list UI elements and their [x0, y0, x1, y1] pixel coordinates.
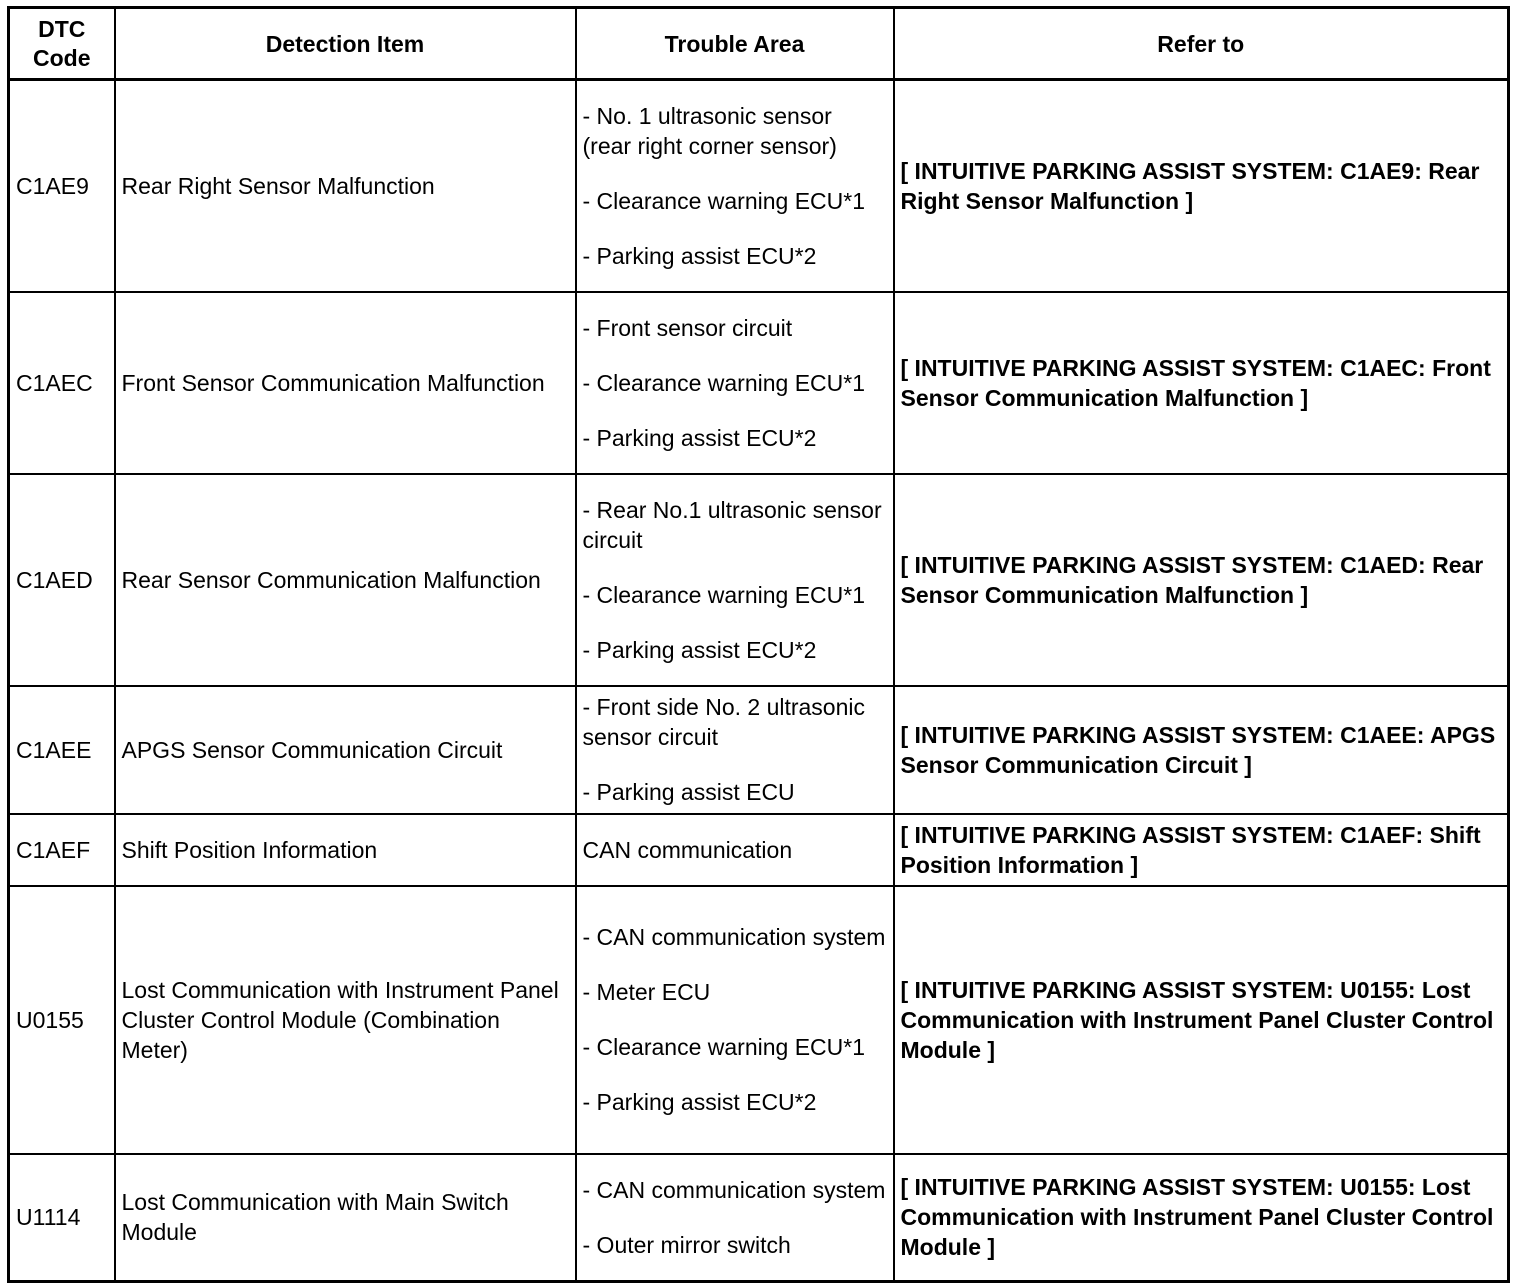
refer-to-link[interactable] — [894, 686, 1509, 814]
trouble-area-item: - Front side No. 2 ultrasonic sensor circuit — [582, 694, 866, 750]
dtc-code-cell: C1AEF — [9, 814, 115, 886]
header-detection-item: Detection Item — [115, 8, 576, 80]
detection-item-cell: Lost Communication with Instrument Panel Cluster Control Module (Combination Meter) — [115, 886, 576, 1154]
trouble-area-item: - Parking assist ECU*2 — [582, 1089, 817, 1115]
table-row — [9, 814, 1509, 886]
refer-to-link[interactable] — [894, 292, 1509, 474]
table-row — [9, 686, 1509, 814]
dtc-code-cell: U1114 — [9, 1154, 115, 1282]
trouble-area-item: - Clearance warning ECU*1 — [582, 1034, 866, 1060]
trouble-area-item: - Parking assist ECU*2 — [582, 242, 817, 269]
trouble-area-cell — [576, 80, 894, 292]
trouble-area-cell — [576, 886, 894, 1154]
refer-to-text: [ INTUITIVE PARKING ASSIST SYSTEM: U0155: Lost Communication with Instrument Panel Cluster Control Module ] — [900, 976, 1494, 1063]
trouble-area-item: - Parking assist ECU*2 — [582, 424, 817, 451]
detection-item-cell: Rear Right Sensor Malfunction — [115, 80, 576, 292]
trouble-area-item: - Parking assist ECU*2 — [582, 636, 817, 663]
dtc-code-cell: U0155 — [9, 886, 115, 1154]
detection-item-cell: Shift Position Information — [115, 814, 576, 886]
table-row — [9, 474, 1509, 686]
refer-to-text: [ INTUITIVE PARKING ASSIST SYSTEM: C1AEE: APGS Sensor Communication Circuit ] — [900, 721, 1496, 778]
refer-to-link[interactable] — [894, 80, 1509, 292]
header-trouble-area: Trouble Area — [576, 8, 894, 80]
header-dtc-code: DTC Code — [9, 8, 115, 80]
refer-to-text: [ INTUITIVE PARKING ASSIST SYSTEM: C1AED: Rear Sensor Communication Malfunction ] — [900, 551, 1484, 608]
table-header-row — [9, 8, 1509, 80]
table-row — [9, 886, 1509, 1154]
refer-to-link[interactable] — [894, 886, 1509, 1154]
dtc-code-cell: C1AEC — [9, 292, 115, 474]
refer-to-text: [ INTUITIVE PARKING ASSIST SYSTEM: C1AEC: Front Sensor Communication Malfunction ] — [900, 354, 1491, 411]
trouble-area-item: - No. 1 ultrasonic sensor (rear right corner sensor) — [582, 102, 837, 159]
trouble-area-item: - Rear No.1 ultrasonic sensor circuit — [582, 496, 882, 553]
trouble-area-item: - CAN communication system — [582, 1176, 886, 1203]
trouble-area-cell — [576, 474, 894, 686]
dtc-code-cell: C1AE9 — [9, 80, 115, 292]
detection-item-cell: Rear Sensor Communication Malfunction — [115, 474, 576, 686]
trouble-area-cell: CAN communication — [576, 814, 894, 886]
trouble-area-item: - Parking assist ECU — [582, 779, 795, 805]
refer-to-link[interactable] — [894, 1154, 1509, 1282]
refer-to-text: [ INTUITIVE PARKING ASSIST SYSTEM: U0155: Lost Communication with Instrument Panel Cluster Control Module ] — [900, 1174, 1494, 1261]
table-row — [9, 1154, 1509, 1282]
header-refer-to: Refer to — [894, 8, 1509, 80]
refer-to-text: [ INTUITIVE PARKING ASSIST SYSTEM: C1AE9: Rear Right Sensor Malfunction ] — [900, 157, 1480, 214]
dtc-code-cell: C1AED — [9, 474, 115, 686]
refer-to-link[interactable] — [894, 814, 1509, 886]
trouble-area-item: - Front sensor circuit — [582, 314, 793, 341]
trouble-area-item: - Meter ECU — [582, 979, 711, 1005]
refer-to-text: [ INTUITIVE PARKING ASSIST SYSTEM: C1AEF: Shift Position Information ] — [900, 821, 1481, 878]
detection-item-cell: Front Sensor Communication Malfunction — [115, 292, 576, 474]
table-row — [9, 80, 1509, 292]
trouble-area-item: - Clearance warning ECU*1 — [582, 369, 866, 396]
trouble-area-item: - Outer mirror switch — [582, 1231, 791, 1258]
dtc-code-cell: C1AEE — [9, 686, 115, 814]
trouble-area-item: - Clearance warning ECU*1 — [582, 187, 866, 214]
detection-item-cell: Lost Communication with Main Switch Module — [115, 1154, 576, 1282]
trouble-area-cell — [576, 1154, 894, 1282]
table-row — [9, 292, 1509, 474]
trouble-area-cell — [576, 686, 894, 814]
trouble-area-cell — [576, 292, 894, 474]
trouble-area-item: - CAN communication system — [582, 924, 886, 950]
detection-item-cell: APGS Sensor Communication Circuit — [115, 686, 576, 814]
refer-to-link[interactable] — [894, 474, 1509, 686]
dtc-table — [7, 6, 1510, 1283]
trouble-area-item: - Clearance warning ECU*1 — [582, 581, 866, 608]
